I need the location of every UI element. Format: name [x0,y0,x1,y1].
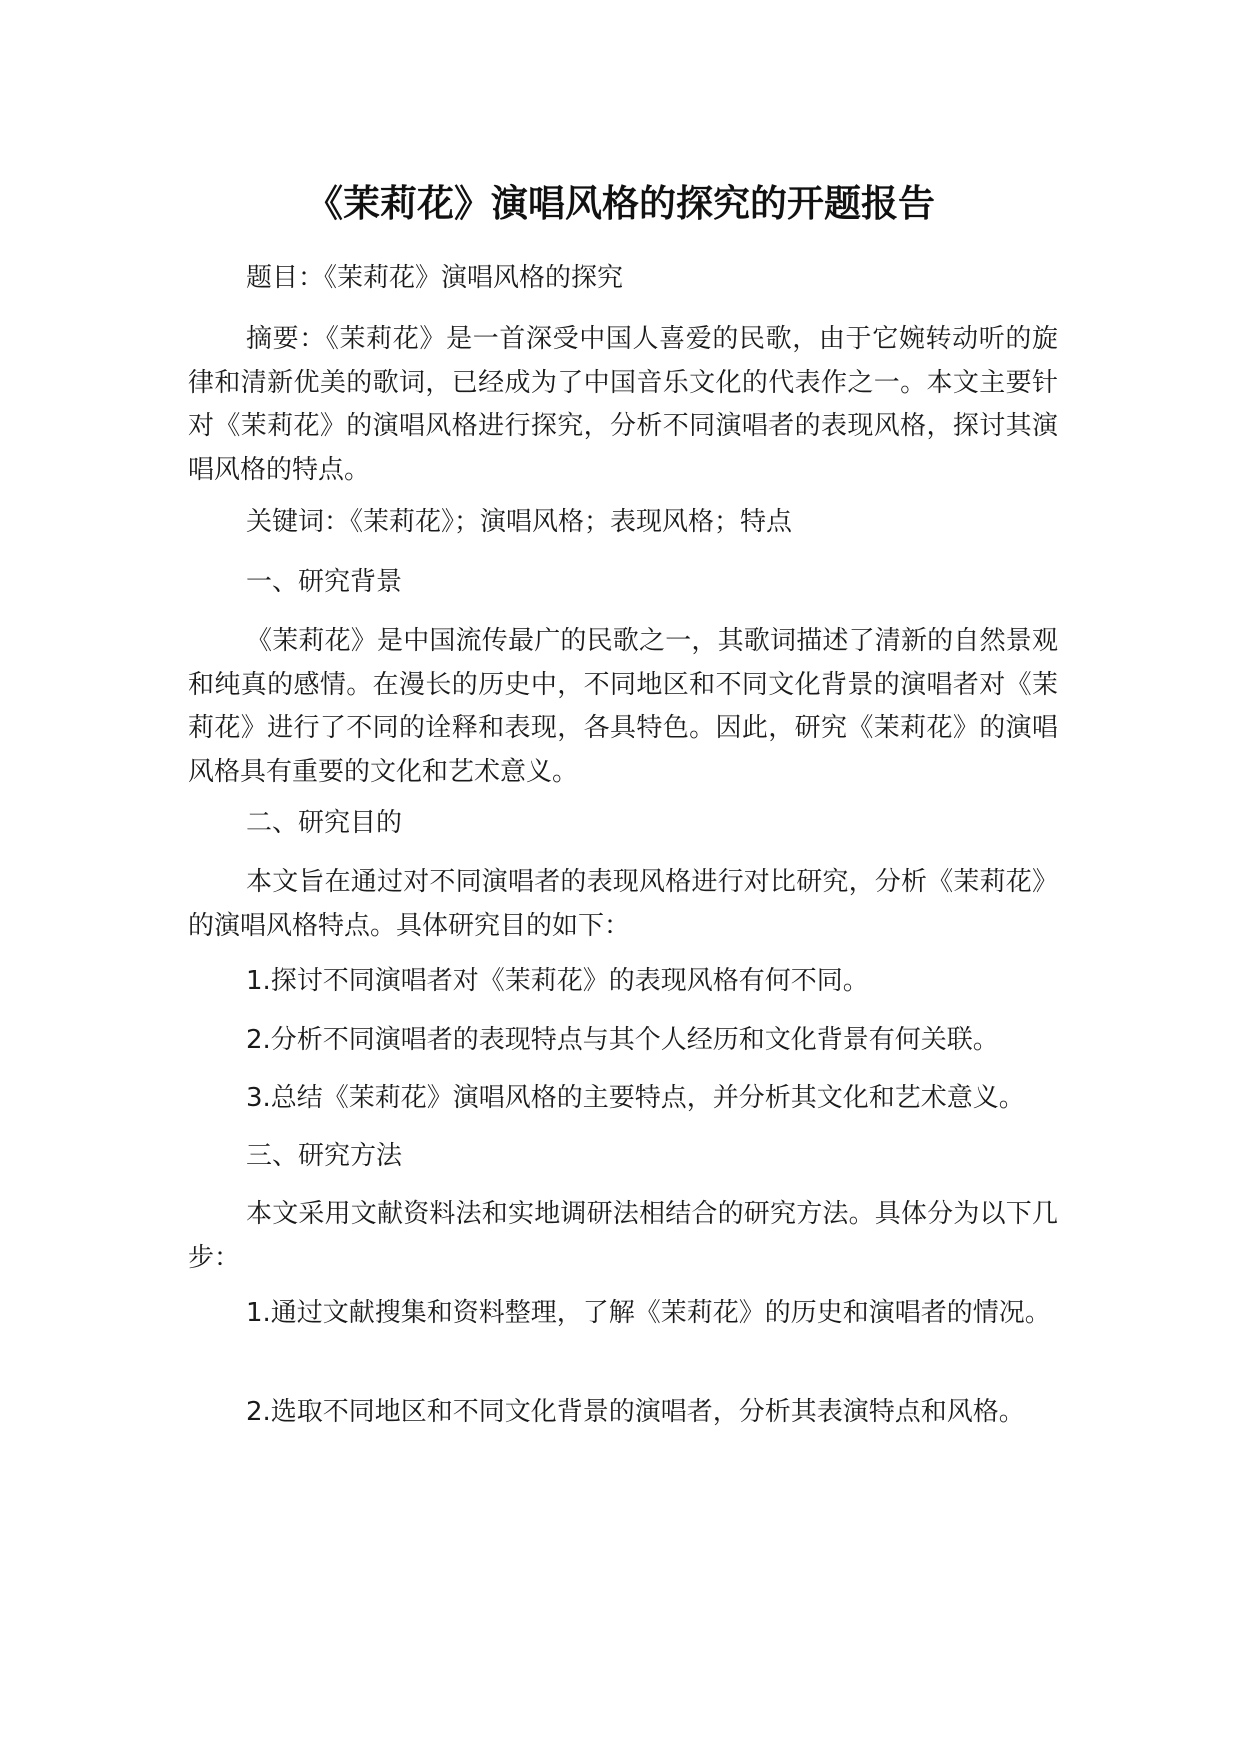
purpose-item-1: 1.探讨不同演唱者对《茉莉花》的表现风格有何不同。 [246,966,869,996]
abstract-paragraph: 摘要：《茉莉花》是一首深受中国人喜爱的民歌，由于它婉转动听的旋律和清新优美的歌词，已经成为了中国音乐文化的代表作之一。本文主要针对《茉莉花》的演唱风格进行探究，分析不同演唱者的表现风格，探讨其演唱风格的特点。 [188,324,1058,485]
section-heading-background: 一、研究背景 [246,567,403,597]
method-item-2: 2.选取不同地区和不同文化背景的演唱者，分析其表演特点和风格。 [246,1397,1025,1427]
purpose-item-3: 3.总结《茉莉花》演唱风格的主要特点，并分析其文化和艺术意义。 [246,1083,1025,1113]
purpose-paragraph: 本文旨在通过对不同演唱者的表现风格进行对比研究，分析《茉莉花》的演唱风格特点。具体研究目的如下： [188,867,1058,941]
method-item-1: 1.通过文献搜集和资料整理，了解《茉莉花》的历史和演唱者的情况。 [246,1298,1051,1328]
purpose-item-2: 2.分析不同演唱者的表现特点与其个人经历和文化背景有何关联。 [246,1025,999,1055]
method-paragraph: 本文采用文献资料法和实地调研法相结合的研究方法。具体分为以下几步： [188,1199,1058,1273]
document-title: 《茉莉花》演唱风格的探究的开题报告 [306,182,935,225]
topic-paragraph: 题目：《茉莉花》演唱风格的探究 [246,263,624,293]
background-paragraph: 《茉莉花》是中国流传最广的民歌之一，其歌词描述了清新的自然景观和纯真的感情。在漫长的历史中，不同地区和不同文化背景的演唱者对《茉莉花》进行了不同的诠释和表现，各具特色。因此，研究《茉莉花》的演唱风格具有重要的文化和艺术意义。 [188,626,1058,787]
keywords-paragraph: 关键词：《茉莉花》；演唱风格；表现风格；特点 [246,507,793,537]
section-heading-purpose: 二、研究目的 [246,808,403,838]
section-heading-method: 三、研究方法 [246,1141,403,1171]
